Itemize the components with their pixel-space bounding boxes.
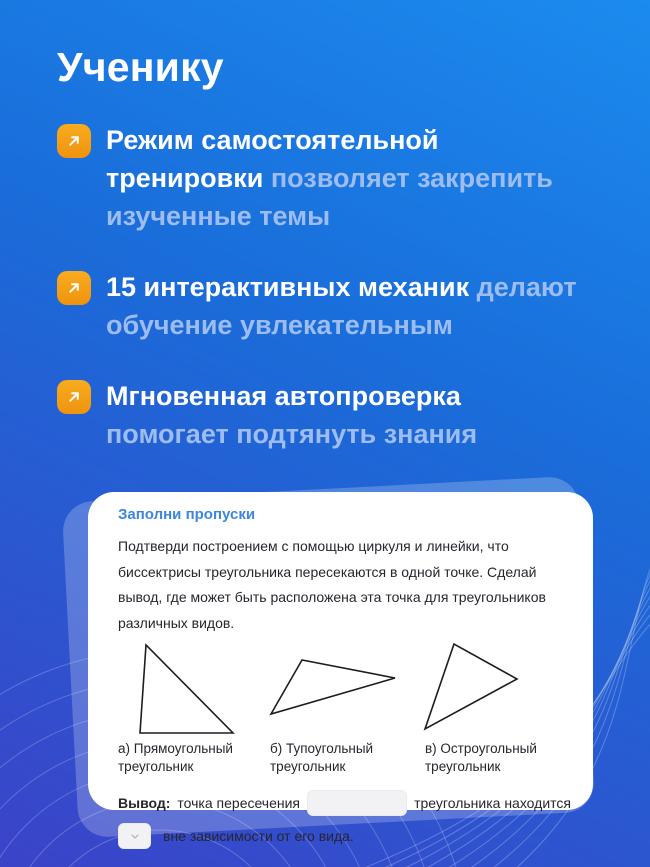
figure-acute-triangle [425, 643, 571, 776]
arrow-up-right-icon [57, 124, 91, 158]
figure-label: б) Тупоугольный треугольник [270, 741, 374, 774]
figure-label: а) Прямоугольный треугольник [118, 741, 233, 774]
task-description: Подтверди построением с помощью циркуля и линейки, что биссектрисы треугольника пересекаются в одной точке. Сделай вывод, где может быть расположена эта точка для треугольников различных видов. [118, 538, 546, 631]
feature-text [106, 121, 584, 235]
conclusion-text-after-dropdown: вне зависимости от его вида. [163, 828, 354, 844]
answer-blank-input[interactable] [307, 790, 407, 816]
arrow-up-right-icon [57, 380, 91, 414]
acute-triangle-drawing [425, 643, 571, 736]
arrow-up-right-icon [57, 271, 91, 305]
feature-text-light: помогает подтянуть знания [106, 419, 478, 449]
conclusion-text-before-blank: точка пересечения [177, 795, 301, 811]
conclusion-prefix: Вывод: [118, 795, 171, 811]
figure-obtuse-triangle [270, 643, 425, 776]
figure-right-triangle [118, 643, 270, 776]
feature-text-light: позволяет закрепить изученные темы [106, 163, 553, 231]
answer-dropdown[interactable] [118, 823, 151, 849]
page-title: Ученику [57, 44, 224, 90]
feature-text [106, 377, 584, 453]
right-triangle-drawing [118, 643, 270, 736]
feature-text [106, 268, 584, 344]
figure-label: в) Остроугольный треугольник [425, 741, 537, 774]
feature-bullet-mechanics [57, 268, 602, 344]
conclusion-block [118, 790, 571, 849]
task-card [88, 492, 593, 844]
feature-text-bold: Мгновенная автопроверка [106, 381, 461, 411]
feature-bullet-training [57, 121, 602, 235]
obtuse-triangle-drawing [270, 643, 425, 736]
feature-text-light: делают обучение увлекательным [106, 272, 577, 340]
chevron-down-icon [129, 830, 141, 842]
feature-text-bold: Режим самостоятельной тренировки [106, 125, 439, 193]
feature-bullet-autocheck [57, 377, 602, 453]
task-card-title: Заполни пропуски [118, 506, 256, 523]
conclusion-row-1 [118, 790, 571, 816]
conclusion-row-2 [118, 823, 571, 849]
task-card-wrap [88, 492, 593, 844]
conclusion-text-after-blank: треугольника находится [414, 795, 571, 811]
feature-text-bold: 15 интерактивных механик [106, 272, 470, 302]
triangle-figures [118, 643, 571, 776]
